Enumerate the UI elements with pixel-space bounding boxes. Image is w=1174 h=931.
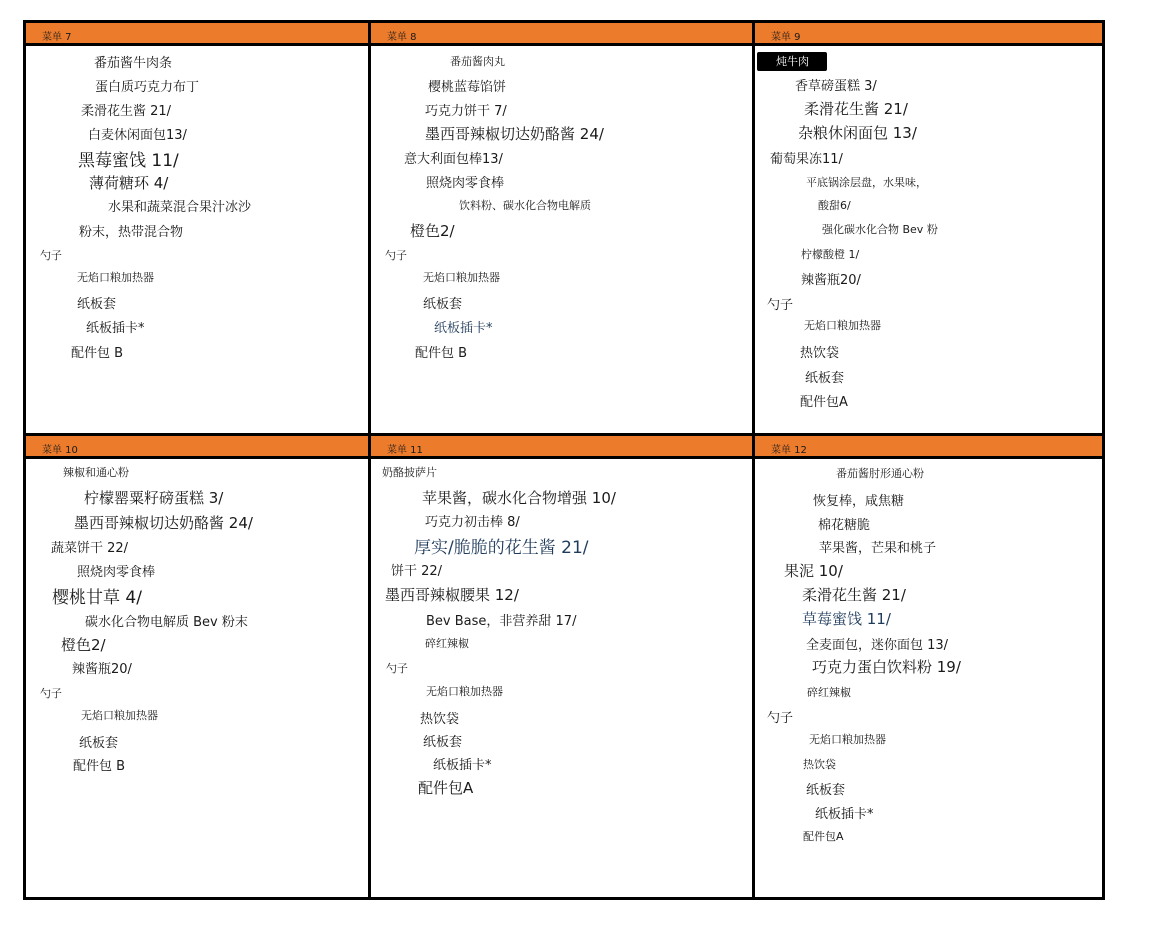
menu-item: 棉花糖脆	[818, 514, 870, 533]
menu-item: 橙色2/	[410, 222, 455, 240]
menu-header	[26, 23, 368, 46]
menu-item: 纸板套	[806, 779, 845, 798]
menu-title: 菜单 11	[387, 445, 423, 456]
menu-item: 柔滑花生酱 21/	[804, 100, 908, 118]
menu-12	[755, 436, 1102, 897]
menu-7	[26, 23, 368, 433]
menu-item: 意大利面包棒13/	[404, 148, 503, 167]
menu-item: 无焰口粮加热器	[423, 271, 500, 284]
menu-item: 杂粮休闲面包 13/	[798, 124, 917, 142]
menu-item: 饮料粉、碳水化合物电解质	[459, 199, 591, 212]
menu-item: 辣椒和通心粉	[63, 466, 129, 479]
menu-item: 饼干 22/	[391, 560, 442, 579]
menu-item: 配件包A	[418, 779, 474, 797]
menu-item: 樱桃甘草 4/	[52, 583, 142, 608]
menu-item: 勺子	[40, 687, 62, 700]
menu-item: 热饮袋	[420, 708, 459, 727]
menu-item: 纸板套	[805, 367, 844, 386]
highlighted-item: 炖牛肉	[757, 52, 827, 71]
menu-10	[26, 436, 368, 897]
menu-header	[755, 23, 1102, 46]
menu-item: Bev Base，非营养甜 17/	[426, 610, 576, 629]
menu-item: 配件包A	[803, 830, 844, 843]
menu-item: 纸板套	[423, 293, 462, 312]
menu-item: 辣酱瓶20/	[801, 269, 861, 288]
menu-item: 柠檬酸橙 1/	[801, 248, 860, 261]
menu-item: 墨西哥辣椒切达奶酪酱 24/	[425, 125, 604, 143]
menu-item: 厚实/脆脆的花生酱 21/	[414, 533, 589, 558]
menu-item: 粉末，热带混合物	[79, 221, 183, 240]
menu-9	[755, 23, 1102, 433]
menu-item: 蔬菜饼干 22/	[51, 537, 128, 556]
menu-item: 碎红辣椒	[807, 686, 851, 699]
menu-item: 橙色2/	[61, 636, 106, 654]
menu-item: 柔滑花生酱 21/	[81, 100, 171, 119]
menu-item: 无焰口粮加热器	[804, 319, 881, 332]
menu-header	[371, 436, 752, 459]
menu-item: 平底锅涂层盘，水果味，	[806, 176, 927, 189]
menu-item: 巧克力初击棒 8/	[425, 511, 520, 530]
menu-item: 纸板插卡*	[433, 754, 492, 773]
menu-item: 配件包 B	[415, 342, 467, 361]
menu-item: 水果和蔬菜混合果汁冰沙	[108, 196, 251, 215]
menu-item: 黑莓蜜饯 11/	[78, 146, 179, 171]
menu-item: 照烧肉零食棒	[77, 561, 155, 580]
menu-title: 菜单 8	[387, 32, 417, 43]
menu-title: 菜单 10	[42, 445, 78, 456]
menu-item: 纸板套	[77, 293, 116, 312]
menu-item: 无焰口粮加热器	[77, 271, 154, 284]
menu-item: 恢复棒，咸焦糖	[813, 490, 904, 509]
menu-title: 菜单 12	[771, 445, 807, 456]
menu-item: 柠檬罂粟籽磅蛋糕 3/	[84, 489, 224, 507]
menu-item: 无焰口粮加热器	[81, 709, 158, 722]
menu-item: 配件包 B	[71, 342, 123, 361]
menu-header	[755, 436, 1102, 459]
menu-header	[26, 436, 368, 459]
menu-item: 香草磅蛋糕 3/	[795, 75, 877, 94]
menu-item: 墨西哥辣椒切达奶酪酱 24/	[74, 514, 253, 532]
menu-item: 勺子	[40, 249, 62, 262]
menu-item: 无焰口粮加热器	[809, 733, 886, 746]
menu-item: 葡萄果冻11/	[770, 148, 843, 167]
menu-item: 草莓蜜饯 11/	[802, 610, 891, 628]
menu-item: 果泥 10/	[784, 562, 843, 580]
menu-item: 巧克力饼干 7/	[425, 100, 507, 119]
menu-item: 辣酱瓶20/	[72, 658, 132, 677]
menu-title: 菜单 7	[42, 32, 72, 43]
menu-item: 番茄酱牛肉条	[94, 52, 172, 71]
menu-item: 巧克力蛋白饮料粉 19/	[812, 658, 961, 676]
menu-header	[371, 23, 752, 46]
menu-item: 照烧肉零食棒	[426, 172, 504, 191]
menu-item: 纸板套	[423, 731, 462, 750]
menu-item: 勺子	[767, 707, 793, 726]
menu-item: 奶酪披萨片	[382, 466, 437, 479]
menu-item: 番茄酱肉丸	[450, 55, 505, 68]
menu-item: 配件包A	[800, 391, 848, 410]
menu-item: 蛋白质巧克力布丁	[95, 76, 199, 95]
menu-item: 强化碳水化合物 Bev 粉	[822, 223, 938, 236]
menu-item: 勺子	[385, 249, 407, 262]
menu-item: 无焰口粮加热器	[426, 685, 503, 698]
menu-item: 热饮袋	[800, 342, 839, 361]
menu-8	[371, 23, 752, 433]
menu-item: 纸板插卡*	[815, 803, 874, 822]
menu-item: 酸甜6/	[818, 199, 851, 212]
menu-item: 碎红辣椒	[425, 637, 469, 650]
menu-item: 纸板套	[79, 732, 118, 751]
menu-item: 配件包 B	[73, 755, 125, 774]
menu-item: 薄荷糖环 4/	[89, 174, 169, 192]
menu-item: 纸板插卡*	[434, 317, 493, 336]
menu-item: 柔滑花生酱 21/	[802, 586, 906, 604]
menu-item: 热饮袋	[803, 758, 836, 771]
menu-11	[371, 436, 752, 897]
menu-item: 樱桃蓝莓馅饼	[428, 76, 506, 95]
menu-item: 勺子	[767, 294, 793, 313]
menu-title: 菜单 9	[771, 32, 801, 43]
menu-item: 白麦休闲面包13/	[88, 124, 187, 143]
menu-item: 全麦面包，迷你面包 13/	[806, 634, 948, 653]
menu-item: 碳水化合物电解质 Bev 粉末	[85, 611, 248, 630]
menu-item: 苹果酱，碳水化合物增强 10/	[422, 489, 616, 507]
menu-item: 纸板插卡*	[86, 317, 145, 336]
menu-item: 苹果酱，芒果和桃子	[819, 537, 936, 556]
menu-item: 勺子	[386, 662, 408, 675]
menu-item: 墨西哥辣椒腰果 12/	[385, 586, 519, 604]
menu-grid	[23, 20, 1105, 900]
menu-item: 番茄酱肘形通心粉	[836, 467, 924, 480]
